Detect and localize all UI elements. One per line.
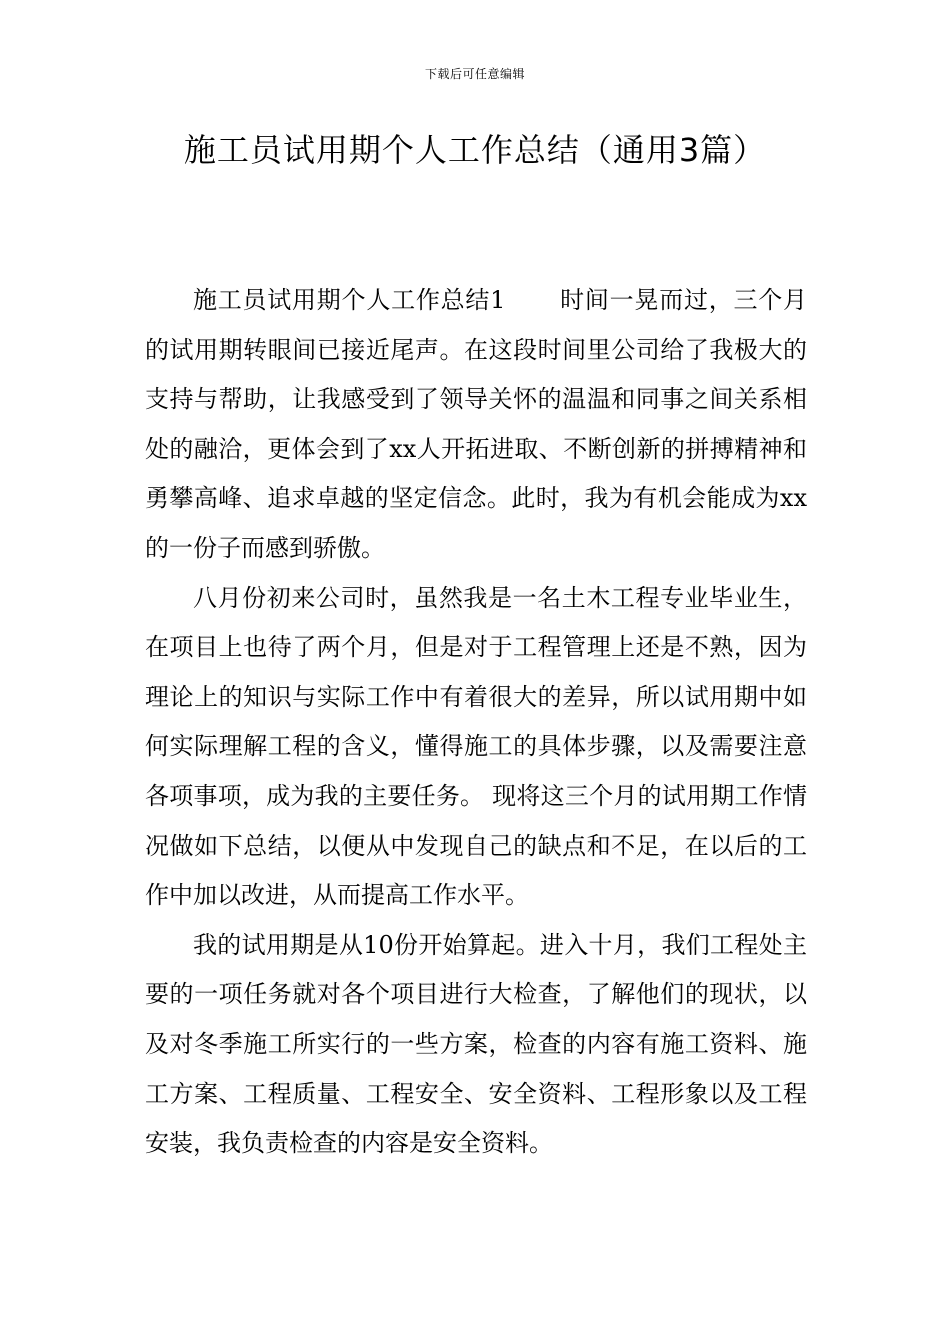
document-title: 施工员试用期个人工作总结（通用3篇）: [183, 131, 767, 169]
paragraph-1-text: 时间一晃而过，三个月的试用期转眼间已接近尾声。在这段时间里公司给了我极大的支持与帮助，让我感受到了领导关怀的温温和同事之间关系相处的融洽，更体会到了xx人开拓进取、不断创新的拼搏精神和勇攀高峰、追求卓越的坚定信念。此时，我为有机会能成为xx的一份子而感到骄傲。: [145, 286, 807, 562]
header-note: 下载后可任意编辑: [424, 67, 525, 81]
paragraph-3: 我的试用期是从10份开始算起。进入十月，我们工程处主要的一项任务就对各个项目进行大检查，了解他们的现状，以及对冬季施工所实行的一些方案，检查的内容有施工资料、施工方案、工程质量、工程安全、安全资料、工程形象以及工程安装，我负责检查的内容是安全资料。: [145, 930, 807, 1158]
section-heading: 施工员试用期个人工作总结1: [193, 286, 506, 314]
paragraph-1: [145, 276, 807, 574]
paragraph-2: 八月份初来公司时，虽然我是一名土木工程专业毕业生，在项目上也待了两个月，但是对于工程管理上还是不熟，因为理论上的知识与实际工作中有着很大的差异，所以试用期中如何实际理解工程的含义，懂得施工的具体步骤，以及需要注意各项事项，成为我的主要任务。 现将这三个月的试用期工作情况做如下总结，以便从中发现自己的缺点和不足，在以后的工作中加以改进，从而提高工作水平。: [145, 583, 807, 910]
document-body: [145, 276, 807, 1169]
